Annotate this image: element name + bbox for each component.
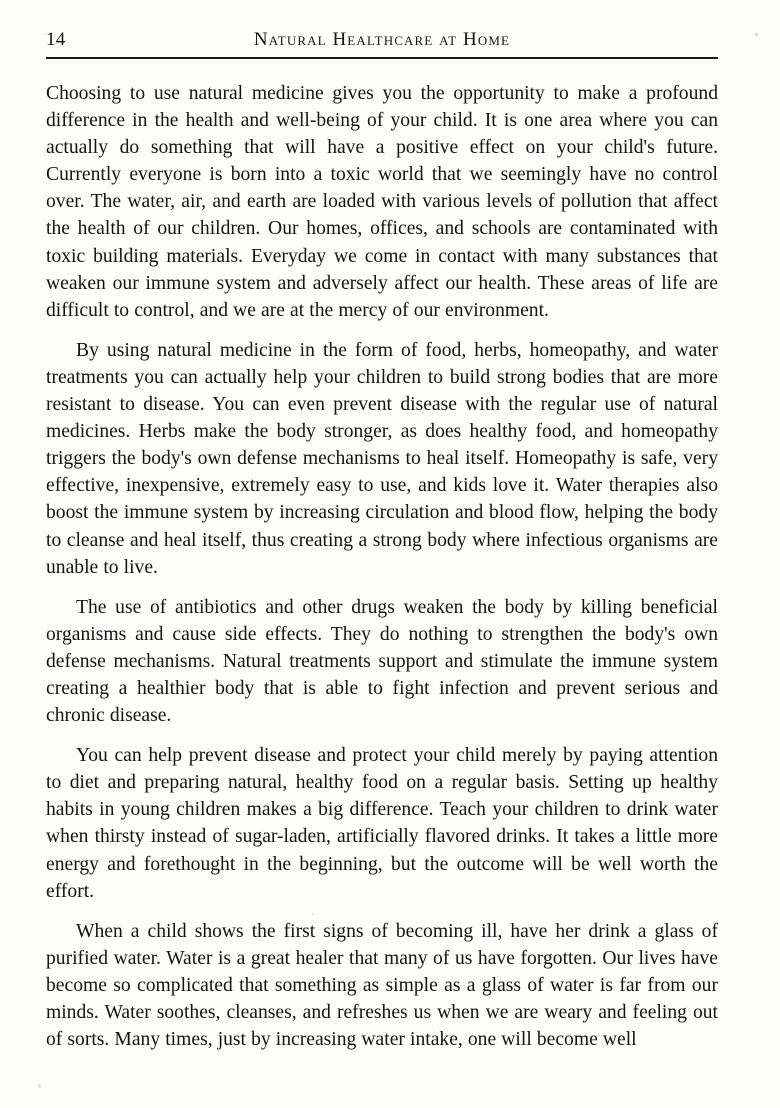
paragraph: By using natural medicine in the form of food, herbs, homeopathy, and water treatments you can actually help your children to build strong bodies that are more resistant to disease. You can even prevent disease with the regular use of natural medicines. Herbs make the body stronger, as does healthy food, and homeopathy triggers the body's own defense mechanisms to heal itself. Homeopathy is safe, very effective, inexpensive, extremely easy to use, and kids love it. Water therapies also boost the immune system by increasing circulation and blood flow, helping the body to cleanse and heal itself, thus creating a strong body where infectious organisms are unable to live.: [46, 339, 718, 578]
body-text-column: [46, 80, 718, 1053]
scan-artifact-speck: [38, 1084, 41, 1088]
paragraph: You can help prevent disease and protect your child merely by paying attention to diet and preparing natural, healthy food on a regular basis. Setting up healthy habits in young children makes a big difference. Teach your children to drink water when thirsty instead of sugar-laden, artificially flavored drinks. It takes a little more energy and forethought in the beginning, but the outcome will be well worth the effort.: [46, 745, 718, 902]
page-number: 14: [46, 29, 66, 50]
running-head-title: Natural Healthcare at Home: [253, 29, 511, 50]
paragraph: When a child shows the first signs of becoming ill, have her drink a glass of purified water. Water is a great healer that many of us have forgotten. Our lives have become so complicated that something as simple as a glass of water is far from our minds. Water soothes, cleanses, and refreshes us when we are weary and feeling out of sorts. Many times, just by increasing water intake, one will become well: [46, 920, 718, 1051]
running-head: [46, 28, 718, 54]
header-rule-divider: [46, 57, 718, 59]
scan-artifact-speck: [755, 33, 758, 36]
paragraph: The use of antibiotics and other drugs weaken the body by killing beneficial organisms and cause side effects. They do nothing to strengthen the body's own defense mechanisms. Natural treatments support and stimulate the immune system creating a healthier body that is able to fight infection and prevent serious and chronic disease.: [46, 596, 718, 727]
paragraph: Choosing to use natural medicine gives you the opportunity to make a profound difference in the health and well-being of your child. It is one area where you can actually do something that will have a positive effect on your child's future. Currently everyone is born into a toxic world that we seemingly have no control over. The water, air, and earth are loaded with various levels of pollution that affect the health of our children. Our homes, offices, and schools are contaminated with toxic building materials. Everyday we come in contact with many substances that weaken our immune system and adversely affect our health. These areas of life are difficult to control, and we are at the mercy of our environment.: [46, 83, 718, 321]
